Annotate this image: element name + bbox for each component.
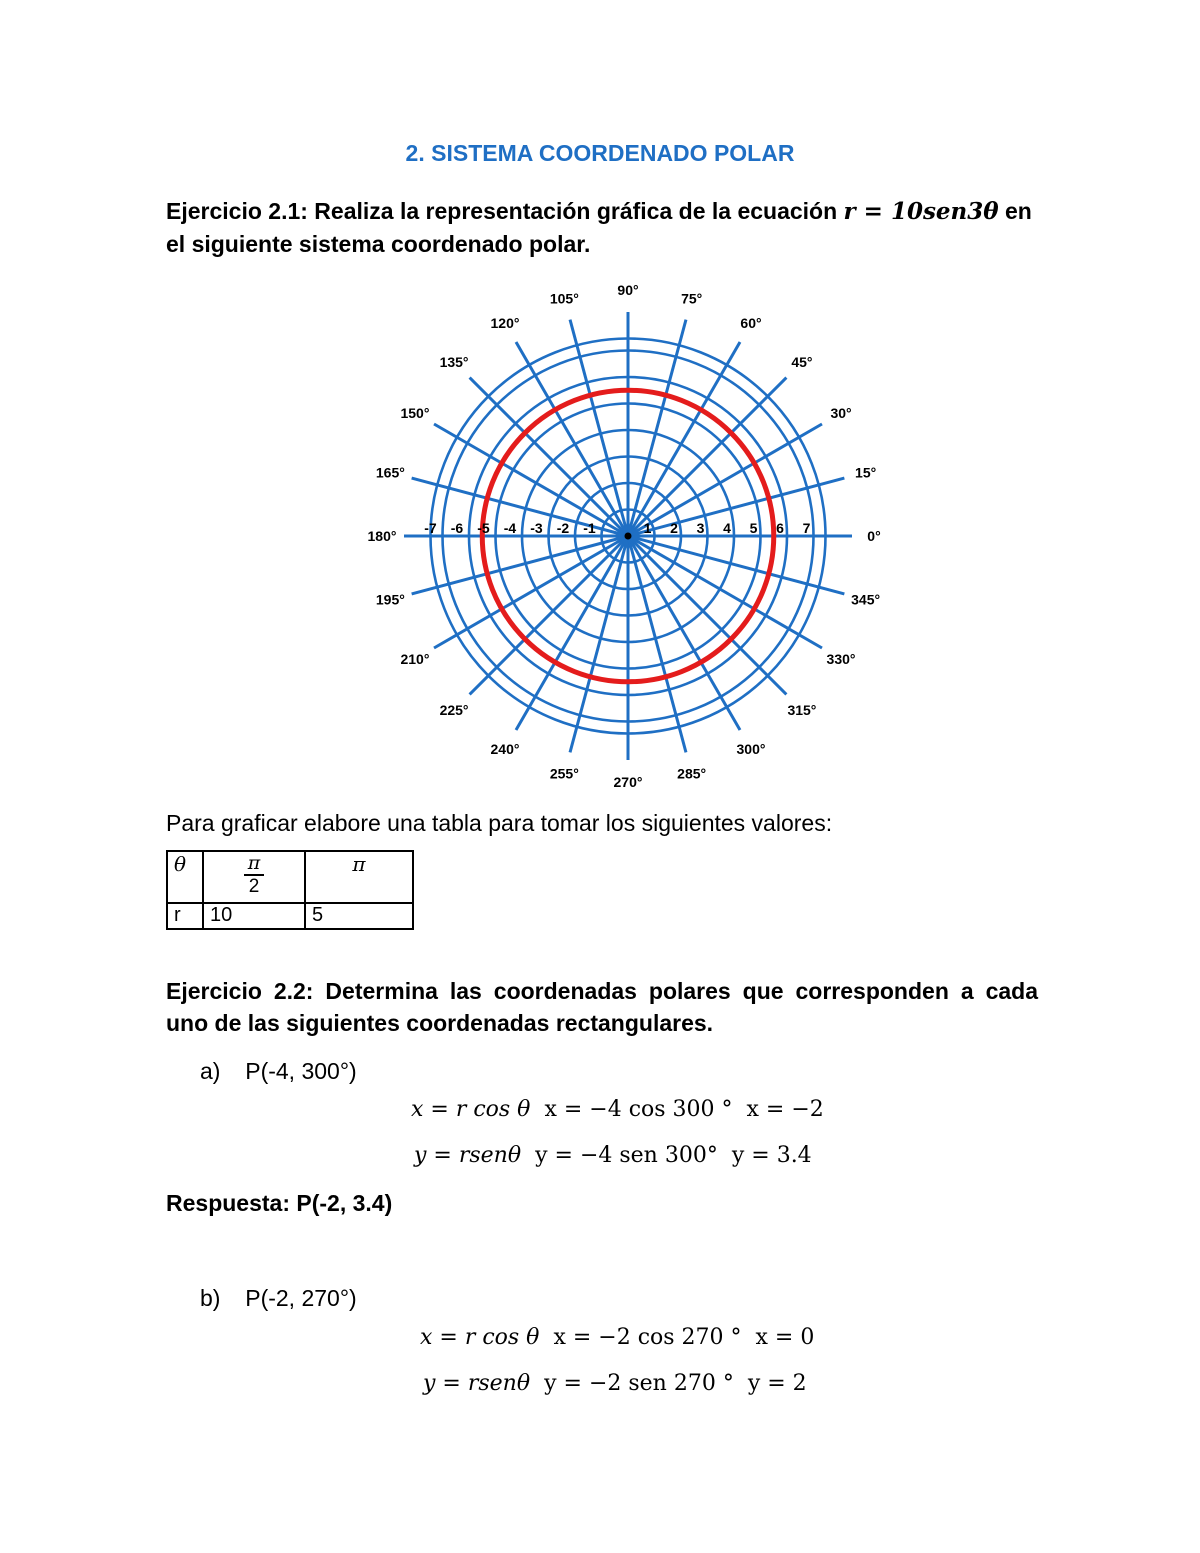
theta-cell: θ [174,852,187,876]
radial-tick--5: -5 [477,520,490,536]
radial-tick--3: -3 [530,520,543,536]
polar-chart [340,280,920,790]
angle-label-330: 330° [826,651,856,667]
exercise-1-text-after: en [998,198,1032,224]
angle-label-300: 300° [736,741,766,758]
radial-tick--1: -1 [583,520,596,536]
radial-tick--6: -6 [450,520,464,536]
angle-label-225: 225° [439,701,469,718]
radial-tick-4: 4 [723,520,731,536]
exercise-2-line2: uno de las siguientes coordenadas rectangulares. [166,1010,714,1036]
item-b-eq-y [423,1371,807,1396]
item-a-marker: a) [200,1058,221,1084]
radial-tick-7: 7 [802,520,811,536]
answer-value: : P(-2, 3.4) [282,1190,393,1216]
table-header-row [167,851,413,903]
item-a-point: P(-4, 300°) [245,1058,357,1084]
r-value-2: 5 [312,904,324,926]
answer-a [166,1190,392,1217]
pi-cell: π [352,852,366,876]
exercise-1-line2: el siguiente sistema coordenado polar. [166,231,591,257]
exercise-1-text: Realiza la representación gráfica de la ecuación [307,198,844,224]
radial-tick-5: 5 [749,520,758,536]
angle-label-255: 255° [549,765,579,782]
angle-label-120: 120° [490,314,520,331]
exercise-2-text: Determina las coordenadas polares que corresponden a cada [313,978,1038,1004]
item-a-eq-x [411,1097,824,1122]
radial-tick--7: -7 [424,520,437,536]
eq-a-y-1: y = rsenθ [414,1143,522,1168]
angle-label-195: 195° [375,591,405,608]
eq-b-x-1: x = r cos θ [420,1325,540,1350]
table-value-row [167,903,413,929]
angle-label-165: 165° [375,464,405,481]
item-a-eq-y [414,1143,812,1168]
angle-label-30: 30° [830,405,852,421]
eq-b-y-3: y = 2 [747,1371,807,1396]
exercise-2-statement [166,975,1038,1039]
eq-b-x-3: x = 0 [755,1325,815,1350]
angle-label-60: 60° [740,314,762,331]
exercise-2-label: Ejercicio 2.2: [166,978,314,1004]
eq-b-x-2: x = −2 cos 270 ° [553,1325,742,1350]
radial-tick-2: 2 [670,520,678,536]
pole-point [625,533,632,540]
eq-a-x-2: x = −4 cos 300 ° [544,1097,733,1122]
answer-label: Respuesta [166,1190,283,1216]
eq-a-y-3: y = 3.4 [731,1143,812,1168]
angle-label-210: 210° [400,651,430,667]
angle-label-45: 45° [791,354,813,371]
angle-label-0: 0° [867,528,881,544]
eq-a-x-3: x = −2 [746,1097,824,1122]
r-cell: r [174,904,181,926]
pi-over-2-cell [244,852,265,898]
exercise-1-label: Ejercicio 2.1: [166,198,308,224]
angle-label-135: 135° [439,354,469,371]
values-table [166,850,414,930]
item-a [200,1058,357,1085]
exercise-1-statement [166,195,1038,260]
item-b [200,1285,357,1312]
eq-a-x-1: x = r cos θ [411,1097,531,1122]
angle-label-240: 240° [490,741,520,758]
item-b-point: P(-2, 270°) [245,1285,357,1311]
radial-tick--2: -2 [556,520,570,536]
angle-label-285: 285° [677,765,707,782]
angle-label-180: 180° [367,528,397,544]
angle-label-75: 75° [681,290,703,307]
exercise-1-equation: r = 10sen3θ [843,198,999,225]
frac-numerator: π [244,852,265,876]
angle-label-270: 270° [613,774,643,790]
r-value-1: 10 [210,904,233,926]
section-title: 2. SISTEMA COORDENADO POLAR [405,140,795,166]
angle-label-90: 90° [617,282,639,298]
eq-a-y-2: y = −4 sen 300° [535,1143,718,1168]
angle-label-315: 315° [787,701,817,718]
angle-label-105: 105° [549,290,579,307]
item-b-eq-x [420,1325,814,1350]
radial-tick-6: 6 [776,520,784,536]
angle-label-345: 345° [851,591,881,608]
table-intro: Para graficar elabore una tabla para tomar los siguientes valores: [166,810,833,836]
angle-label-15: 15° [855,464,877,481]
eq-b-y-1: y = rsenθ [423,1371,531,1396]
eq-b-y-2: y = −2 sen 270 ° [544,1371,734,1396]
frac-denominator: 2 [248,876,260,897]
item-b-marker: b) [200,1285,221,1311]
angle-label-150: 150° [400,405,430,421]
radial-tick-3: 3 [696,520,705,536]
radial-tick--4: -4 [503,520,517,536]
radial-tick-1: 1 [643,520,652,536]
